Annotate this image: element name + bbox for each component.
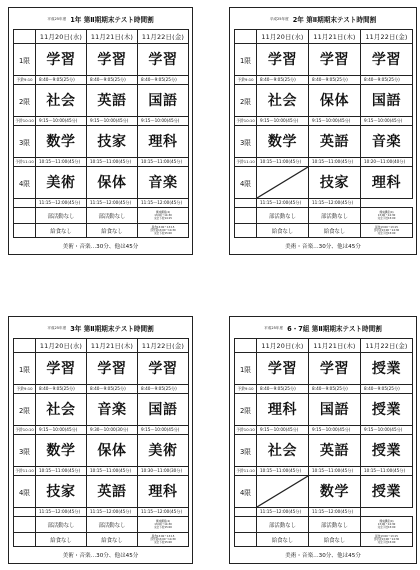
bell-time-label: 予鈴10:10 bbox=[235, 117, 257, 126]
period-label: 2限 bbox=[14, 394, 36, 426]
sheet-year: 平成25年度 bbox=[264, 325, 284, 330]
exam-slot bbox=[36, 126, 87, 158]
sheet-header bbox=[230, 13, 416, 25]
subject: 社会 bbox=[46, 401, 76, 418]
date-header: 11月20日(水) bbox=[36, 339, 87, 353]
exam-slot bbox=[36, 85, 87, 117]
exam-time: 11:15～12:00(45分) bbox=[87, 199, 138, 208]
exam-time: 8:40～9:05(25分) bbox=[361, 385, 413, 394]
period-label: 1限 bbox=[235, 44, 257, 76]
blank-label bbox=[14, 224, 36, 238]
diagonal-slash bbox=[257, 167, 308, 198]
subject: 音楽 bbox=[97, 401, 127, 418]
exam-time: 11:15～12:00(45分) bbox=[87, 508, 138, 517]
exam-slot bbox=[309, 435, 361, 467]
subject: 理科 bbox=[148, 483, 178, 500]
duration-note: 美術・音楽…30分、他は45分 bbox=[285, 244, 361, 250]
exam-slot bbox=[257, 435, 309, 467]
lunch-note: 給食なし bbox=[309, 224, 361, 238]
date-header: 11月20日(水) bbox=[257, 30, 309, 44]
exam-slot bbox=[309, 476, 361, 508]
lunch-note: 昼食13:00～13:15 部学習13:00～14:30 完全下校15:00 bbox=[361, 533, 413, 547]
duration-note: 美術・音楽…30分、他は45分 bbox=[62, 553, 139, 559]
exam-time: 11:15～12:00(45分) bbox=[309, 508, 361, 517]
empty-slot bbox=[257, 476, 309, 508]
blank-label bbox=[235, 533, 257, 547]
exam-time: 10:20～11:00(40分) bbox=[361, 158, 413, 167]
exam-slot bbox=[87, 353, 138, 385]
exam-slot bbox=[361, 44, 413, 76]
bell-time-label: 予鈴10:10 bbox=[14, 117, 36, 126]
exam-time: 8:40～9:05(25分) bbox=[138, 385, 189, 394]
subject: 学習 bbox=[97, 360, 127, 377]
exam-slot bbox=[361, 353, 413, 385]
exam-slot bbox=[257, 85, 309, 117]
exam-time: 8:40～9:05(25分) bbox=[309, 76, 361, 85]
exam-slot bbox=[87, 167, 138, 199]
exam-time: 11:15～12:00(45分) bbox=[36, 199, 87, 208]
subject: 技家 bbox=[46, 483, 76, 500]
exam-time: 9:15～10:00(45分) bbox=[36, 117, 87, 126]
period-label: 3限 bbox=[235, 435, 257, 467]
corner-cell bbox=[235, 339, 257, 353]
exam-time: 8:40～9:05(25分) bbox=[87, 385, 138, 394]
sheet-title: 3年 第Ⅱ期期末テスト時間割 bbox=[70, 325, 154, 333]
exam-time: 11:15～12:00(45分) bbox=[36, 508, 87, 517]
exam-time: 10:15～11:00(45分) bbox=[309, 467, 361, 476]
exam-slot bbox=[138, 85, 189, 117]
subject: 学習 bbox=[97, 51, 127, 68]
duration-note: 美術・音楽…30分、他は45分 bbox=[285, 553, 361, 559]
lunch-note: 給食なし bbox=[257, 224, 309, 238]
exam-slot bbox=[309, 394, 361, 426]
subject: 保体 bbox=[97, 174, 127, 191]
duration-note: 美術・音楽…30分、他は45分 bbox=[62, 244, 139, 250]
subject: 数学 bbox=[46, 133, 76, 150]
subject: 英語 bbox=[97, 483, 127, 500]
exam-time: 9:15～10:00(45分) bbox=[309, 117, 361, 126]
subject: 数学 bbox=[267, 133, 298, 150]
subject: 音楽 bbox=[148, 174, 178, 191]
date-header: 11月22日(金) bbox=[138, 30, 189, 44]
exam-time: 10:15～11:00(45分) bbox=[309, 158, 361, 167]
exam-time: 10:15～11:00(45分) bbox=[87, 467, 138, 476]
blank-label bbox=[14, 208, 36, 224]
bell-time-label bbox=[14, 508, 36, 517]
exam-time: 10:15～11:00(45分) bbox=[257, 158, 309, 167]
exam-time: 9:15～10:00(45分) bbox=[138, 426, 189, 435]
subject: 国語 bbox=[148, 92, 178, 109]
subject: 国語 bbox=[148, 401, 178, 418]
exam-time: 9:15～10:00(45分) bbox=[309, 426, 361, 435]
corner-cell bbox=[14, 339, 36, 353]
subject: 社会 bbox=[46, 92, 76, 109]
exam-time: 10:15～11:00(45分) bbox=[361, 467, 413, 476]
exam-time: 8:40～9:05(25分) bbox=[257, 385, 309, 394]
exam-time: 10:15～11:00(45分) bbox=[87, 158, 138, 167]
date-header: 11月21日(木) bbox=[309, 30, 361, 44]
club-activity-note: 部活動なし bbox=[36, 208, 87, 224]
blank-label bbox=[235, 224, 257, 238]
exam-slot bbox=[87, 44, 138, 76]
timetable bbox=[13, 29, 189, 238]
period-label: 4限 bbox=[14, 167, 36, 199]
date-header: 11月21日(木) bbox=[87, 339, 138, 353]
date-header: 11月20日(水) bbox=[257, 339, 309, 353]
exam-time: 9:15～10:00(45分) bbox=[361, 117, 413, 126]
subject: 学習 bbox=[267, 51, 298, 68]
lunch-note: 給食なし bbox=[257, 533, 309, 547]
subject: 学習 bbox=[267, 360, 298, 377]
period-label: 1限 bbox=[14, 44, 36, 76]
exam-slot bbox=[36, 394, 87, 426]
period-label: 3限 bbox=[14, 126, 36, 158]
blank-label bbox=[14, 533, 36, 547]
exam-slot bbox=[361, 394, 413, 426]
exam-time: 8:40～9:05(25分) bbox=[36, 76, 87, 85]
club-activity-note: 部活動なし bbox=[309, 517, 361, 533]
subject: 学習 bbox=[319, 51, 350, 68]
exam-time: 8:40～9:05(25分) bbox=[138, 76, 189, 85]
club-activity-note: 部活動なし bbox=[87, 517, 138, 533]
exam-slot bbox=[87, 476, 138, 508]
subject: 学習 bbox=[46, 51, 76, 68]
exam-slot bbox=[87, 394, 138, 426]
subject: 数学 bbox=[319, 483, 350, 500]
exam-slot bbox=[36, 435, 87, 467]
lunch-note: 昼食13:00～13:15 部学習13:00～14:30 完全下校15:00 bbox=[138, 533, 189, 547]
period-label: 4限 bbox=[14, 476, 36, 508]
lunch-note: 昼食13:00～13:15 部学習13:00～14:30 完全下校15:00 bbox=[138, 224, 189, 238]
bell-time-label: 予鈴11:10 bbox=[14, 467, 36, 476]
diagonal-slash bbox=[257, 476, 308, 507]
lunch-note: 給食なし bbox=[36, 224, 87, 238]
subject: 技家 bbox=[319, 174, 350, 191]
lunch-note: 昼食13:00～13:15 部学習13:00～14:30 完全下校15:00 bbox=[361, 224, 413, 238]
exam-slot bbox=[36, 44, 87, 76]
exam-time: 8:40～9:05(25分) bbox=[309, 385, 361, 394]
subject: 学習 bbox=[148, 360, 178, 377]
exam-slot bbox=[361, 126, 413, 158]
exam-time: 9:15～10:00(45分) bbox=[257, 117, 309, 126]
sheet-grade-2 bbox=[229, 7, 417, 255]
exam-time: 11:15～12:00(45分) bbox=[257, 199, 309, 208]
exam-slot bbox=[36, 476, 87, 508]
subject: 学習 bbox=[371, 51, 402, 68]
club-activity-note: 練成講座(4) 13:00～14:30 完全下校14:15 bbox=[138, 208, 189, 224]
timetable bbox=[13, 338, 189, 547]
subject: 理科 bbox=[148, 133, 178, 150]
exam-time: 8:40～9:05(25分) bbox=[361, 76, 413, 85]
corner-cell bbox=[235, 30, 257, 44]
exam-time: 9:15～10:00(45分) bbox=[361, 426, 413, 435]
club-activity-note: 部活動なし bbox=[257, 517, 309, 533]
exam-time: 9:15～10:00(45分) bbox=[257, 426, 309, 435]
club-activity-note: 部活動なし bbox=[36, 517, 87, 533]
exam-time: 8:40～9:05(25分) bbox=[36, 385, 87, 394]
subject: 学習 bbox=[319, 360, 350, 377]
sheet-title: 6・7組 第Ⅱ期期末テスト時間割 bbox=[287, 325, 382, 333]
subject: 技家 bbox=[97, 133, 127, 150]
blank-label bbox=[235, 208, 257, 224]
club-activity-note: 部活動なし bbox=[87, 208, 138, 224]
period-label: 4限 bbox=[235, 476, 257, 508]
lunch-note: 給食なし bbox=[87, 224, 138, 238]
sheet-title: 2年 第Ⅱ期期末テスト時間割 bbox=[292, 16, 377, 24]
exam-slot bbox=[138, 126, 189, 158]
exam-slot bbox=[138, 167, 189, 199]
lunch-note: 給食なし bbox=[87, 533, 138, 547]
exam-time: 9:15～10:00(45分) bbox=[36, 426, 87, 435]
exam-slot bbox=[361, 476, 413, 508]
exam-slot bbox=[138, 394, 189, 426]
club-activity-note: 練成講座(4) 13:00～14:30 完全下校15:00 bbox=[361, 517, 413, 533]
lunch-note: 給食なし bbox=[309, 533, 361, 547]
exam-time: 10:15～11:00(45分) bbox=[36, 467, 87, 476]
bell-time-label: 予鈴10:10 bbox=[14, 426, 36, 435]
bell-time-label bbox=[14, 199, 36, 208]
exam-slot bbox=[309, 126, 361, 158]
sheet-title: 1年 第Ⅱ期期末テスト時間割 bbox=[70, 16, 154, 24]
subject: 英語 bbox=[319, 442, 350, 459]
exam-time: 9:30～10:00(30分) bbox=[87, 426, 138, 435]
sheet-year: 平成25年度 bbox=[47, 325, 67, 330]
period-label: 4限 bbox=[235, 167, 257, 199]
sheet-header bbox=[9, 13, 192, 25]
exam-slot bbox=[138, 476, 189, 508]
sheet-year: 平成25年度 bbox=[269, 16, 289, 21]
subject: 学習 bbox=[46, 360, 76, 377]
sheet-header bbox=[9, 322, 192, 334]
exam-slot bbox=[87, 85, 138, 117]
exam-slot bbox=[87, 126, 138, 158]
period-label: 1限 bbox=[235, 353, 257, 385]
exam-time: 11:15～12:00(45分) bbox=[309, 199, 361, 208]
club-activity-note: 部活動なし bbox=[257, 208, 309, 224]
sheet-header bbox=[230, 322, 416, 334]
subject: 保体 bbox=[319, 92, 350, 109]
exam-time: 11:15～12:00(45分) bbox=[138, 199, 189, 208]
exam-time: 8:40～9:05(25分) bbox=[87, 76, 138, 85]
exam-slot bbox=[138, 435, 189, 467]
subject: 国語 bbox=[319, 401, 350, 418]
empty-slot bbox=[257, 167, 309, 199]
bell-time-label: 予鈴10:10 bbox=[235, 426, 257, 435]
subject: 理科 bbox=[267, 401, 298, 418]
subject: 国語 bbox=[371, 92, 402, 109]
period-label: 2限 bbox=[14, 85, 36, 117]
subject: 美術 bbox=[148, 442, 178, 459]
period-label: 3限 bbox=[235, 126, 257, 158]
exam-time: 10:15～11:00(45分) bbox=[138, 158, 189, 167]
sheet-class-6-7 bbox=[229, 316, 417, 564]
exam-slot bbox=[257, 353, 309, 385]
bell-time-label: 予鈴11:10 bbox=[14, 158, 36, 167]
bell-time-label: 予鈴11:10 bbox=[235, 158, 257, 167]
exam-slot bbox=[257, 44, 309, 76]
lunch-note: 給食なし bbox=[36, 533, 87, 547]
bell-time-label: 予鈴9:10 bbox=[14, 76, 36, 85]
bell-time-label: 予鈴9:10 bbox=[235, 76, 257, 85]
club-activity-note: 練成講座(4) 13:00～14:30 完全下校15:00 bbox=[361, 208, 413, 224]
exam-slot bbox=[361, 435, 413, 467]
sheet-grade-1 bbox=[8, 7, 193, 255]
subject: 社会 bbox=[267, 92, 298, 109]
sheet-year: 平成25年度 bbox=[47, 16, 67, 21]
exam-slot bbox=[36, 353, 87, 385]
date-header: 11月21日(木) bbox=[309, 339, 361, 353]
exam-slot bbox=[257, 126, 309, 158]
exam-slot bbox=[361, 167, 413, 199]
period-label: 2限 bbox=[235, 394, 257, 426]
period-label: 2限 bbox=[235, 85, 257, 117]
exam-time: 9:15～10:00(45分) bbox=[87, 117, 138, 126]
timetable bbox=[234, 338, 413, 547]
exam-slot bbox=[309, 85, 361, 117]
exam-time: 9:15～10:00(45分) bbox=[138, 117, 189, 126]
exam-slot bbox=[309, 44, 361, 76]
subject: 授業 bbox=[371, 442, 402, 459]
subject: 英語 bbox=[319, 133, 350, 150]
exam-time: 10:15～11:00(45分) bbox=[36, 158, 87, 167]
subject: 授業 bbox=[371, 401, 402, 418]
bell-time-label: 予鈴9:10 bbox=[14, 385, 36, 394]
exam-time: 11:15～12:00(45分) bbox=[138, 508, 189, 517]
subject: 音楽 bbox=[371, 133, 402, 150]
period-label: 1限 bbox=[14, 353, 36, 385]
bell-time-label bbox=[235, 199, 257, 208]
date-header: 11月21日(木) bbox=[87, 30, 138, 44]
subject: 理科 bbox=[371, 174, 402, 191]
subject: 学習 bbox=[148, 51, 178, 68]
exam-slot bbox=[361, 85, 413, 117]
sheet-grade-3 bbox=[8, 316, 193, 564]
subject: 保体 bbox=[97, 442, 127, 459]
exam-slot bbox=[138, 44, 189, 76]
exam-slot bbox=[138, 353, 189, 385]
subject: 美術 bbox=[46, 174, 76, 191]
exam-time: 10:15～11:00(45分) bbox=[257, 467, 309, 476]
period-label: 3限 bbox=[14, 435, 36, 467]
bell-time-label bbox=[235, 508, 257, 517]
exam-slot bbox=[309, 167, 361, 199]
exam-time: 11:15～12:00(45分) bbox=[257, 508, 309, 517]
bell-time-label: 予鈴11:10 bbox=[235, 467, 257, 476]
date-header: 11月20日(水) bbox=[36, 30, 87, 44]
club-activity-note: 部活動なし bbox=[309, 208, 361, 224]
club-activity-note: 練成講座(4) 13:00～14:30 完全下校15:00 bbox=[138, 517, 189, 533]
bell-time-label: 予鈴9:10 bbox=[235, 385, 257, 394]
exam-time: 10:30～11:00(30分) bbox=[138, 467, 189, 476]
date-header: 11月22日(金) bbox=[361, 339, 413, 353]
blank-label bbox=[235, 517, 257, 533]
exam-slot bbox=[257, 394, 309, 426]
subject: 数学 bbox=[46, 442, 76, 459]
exam-time: 8:40～9:05(25分) bbox=[257, 76, 309, 85]
blank-label bbox=[14, 517, 36, 533]
subject: 社会 bbox=[267, 442, 298, 459]
exam-slot bbox=[87, 435, 138, 467]
corner-cell bbox=[14, 30, 36, 44]
subject: 英語 bbox=[97, 92, 127, 109]
date-header: 11月22日(金) bbox=[138, 339, 189, 353]
exam-slot bbox=[36, 167, 87, 199]
subject: 授業 bbox=[371, 483, 402, 500]
subject: 授業 bbox=[371, 360, 402, 377]
exam-slot bbox=[309, 353, 361, 385]
date-header: 11月22日(金) bbox=[361, 30, 413, 44]
timetable bbox=[234, 29, 413, 238]
